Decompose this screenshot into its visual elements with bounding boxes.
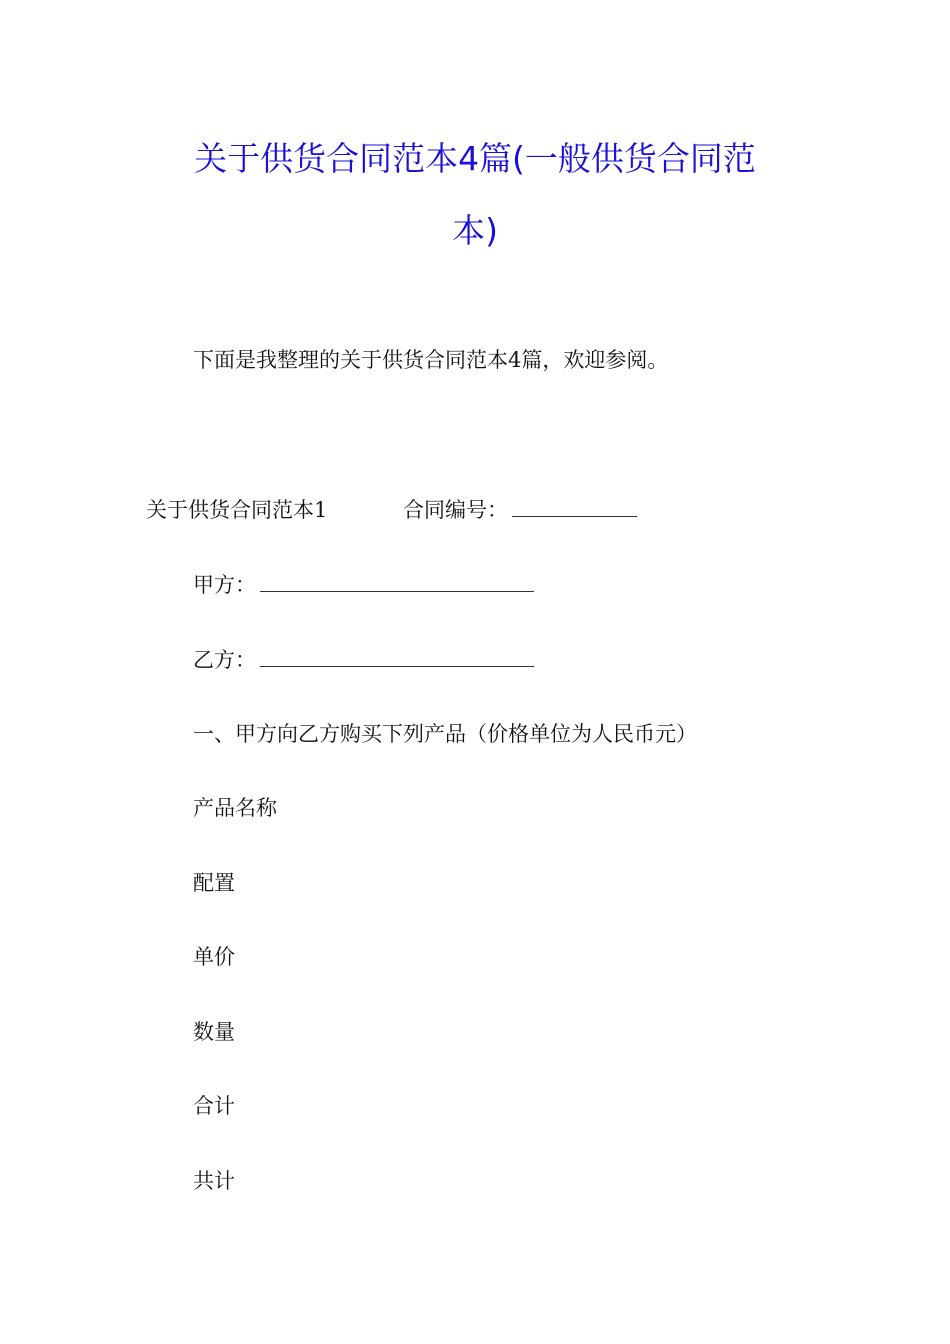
item-product-name: 产品名称 — [193, 796, 277, 820]
clause-one: 一、甲方向乙方购买下列产品（价格单位为人民币元） — [193, 722, 697, 746]
document-title-line-1: 关于供货合同范本4篇(一般供货合同范 — [194, 139, 756, 178]
item-subtotal: 合计 — [193, 1094, 235, 1118]
intro-paragraph: 下面是我整理的关于供货合同范本4篇，欢迎参阅。 — [193, 348, 669, 372]
party-a-label: 甲方： — [193, 573, 256, 597]
party-a-field — [193, 570, 534, 600]
party-a-blank — [260, 571, 534, 592]
party-b-label: 乙方： — [193, 648, 256, 672]
section-heading-text: 关于供货合同范本1 — [146, 498, 328, 522]
party-b-field — [193, 645, 534, 675]
contract-number-blank — [512, 496, 637, 517]
item-grand-total: 共计 — [193, 1169, 235, 1193]
section-heading — [146, 495, 327, 525]
contract-number-label: 合同编号： — [403, 498, 508, 522]
item-configuration: 配置 — [193, 871, 235, 895]
item-quantity: 数量 — [193, 1020, 235, 1044]
contract-number-field — [403, 495, 637, 525]
document-title-line-2: 本) — [452, 211, 498, 250]
item-unit-price: 单价 — [193, 945, 235, 969]
party-b-blank — [260, 646, 534, 667]
